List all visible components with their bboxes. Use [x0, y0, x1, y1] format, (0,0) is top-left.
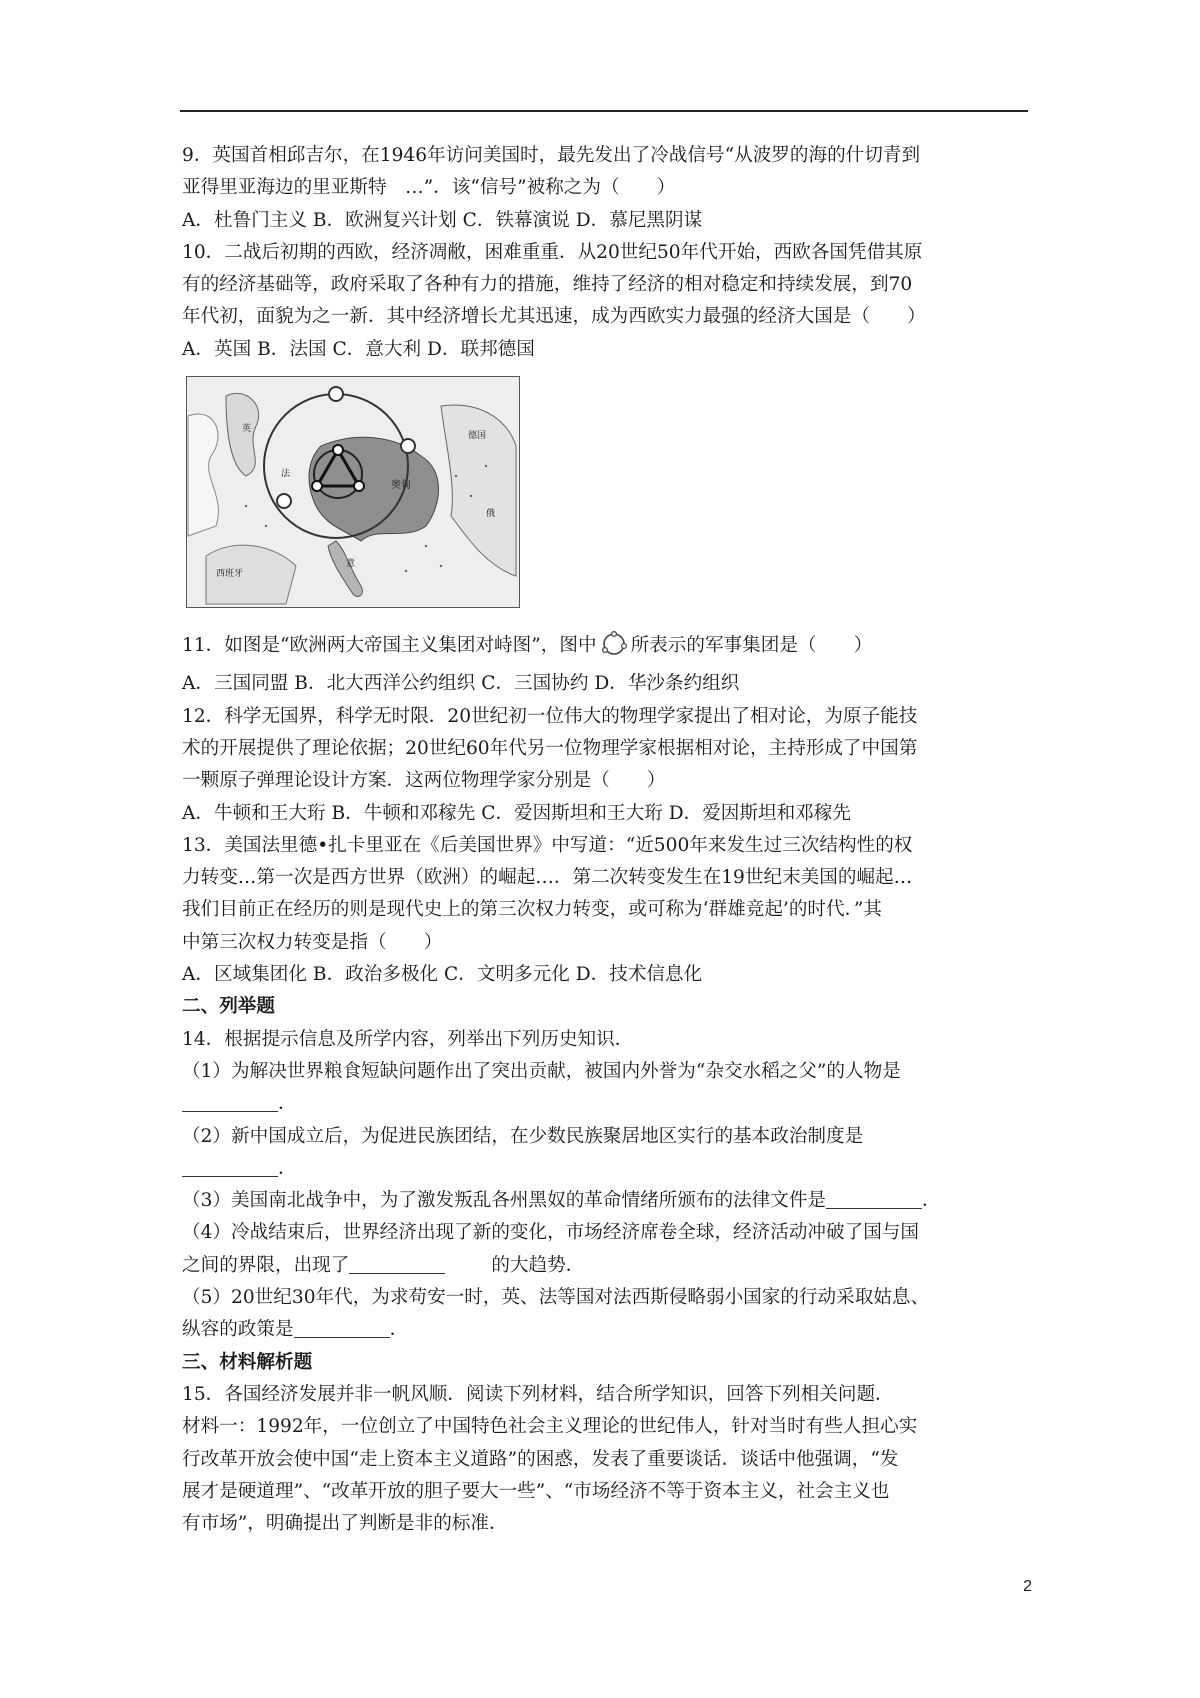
answer-blank-5[interactable] [294, 1315, 390, 1338]
q14-part3 [182, 1185, 1028, 1217]
q11-stem-before: 11．如图是“欧洲两大帝国主义集团对峙图”，图中 [182, 635, 597, 657]
q15-material1-line2: 行改革开放会使中国“走上资本主义道路”的困惑，发表了重要谈话．谈话中他强调，“发 [182, 1448, 899, 1470]
map-label-fr: 法 [281, 469, 291, 480]
section-3-heading: 三、材料解析题 [182, 1351, 313, 1373]
q14-part3-text: （3）美国南北战争中，为了激发叛乱各州黑奴的革命情绪所颁布的法律文件是 [182, 1190, 827, 1212]
answer-blank-1[interactable] [182, 1089, 278, 1112]
page-number: 2 [1023, 1578, 1032, 1595]
q14-part5-after: ． [389, 1319, 409, 1341]
q14-part2-line2 [182, 1153, 1028, 1185]
q9-stem-line2: 亚得里亚海边的里亚斯特 …”．该“信号”被称之为（ ） [182, 177, 676, 199]
question-15 [182, 1379, 1028, 1540]
q14-part4-line2 [182, 1250, 1028, 1282]
answer-blank-4[interactable] [349, 1251, 445, 1274]
q12-stem-line2: 术的开展提供了理论依据；20世纪60年代另一位物理学家根据相对论，主持形成了中国第 [182, 737, 918, 759]
q15-material1-line3: 展才是硬道理”、“改革开放的胆子要大一些”、“市场经济不等于资本主义，社会主义也 [182, 1480, 890, 1502]
q10-stem-line1: 10．二战后初期的西欧，经济凋敝，困难重重．从20世纪50年代开始，西欧各国凭借其原 [182, 241, 923, 263]
q14-part5-line2 [182, 1314, 1028, 1346]
q14-part4-line1: （4）冷战结束后，世界经济出现了新的变化，市场经济席卷全球，经济活动冲破了国与国 [182, 1222, 919, 1244]
q15-material1-line4: 有市场”，明确提出了判断是非的标准． [182, 1513, 508, 1535]
q14-part4-after: 的大趋势． [491, 1254, 585, 1276]
q10-stem-line3: 年代初，面貌为之一新．其中经济增长尤其迅速，成为西欧实力最强的经济大国是（ ） [182, 306, 926, 328]
europe-alliance-map [186, 376, 520, 608]
q12-stem-line1: 12．科学无国界，科学无时限．20世纪初一位伟大的物理学家提出了相对论，为原子能技 [182, 705, 918, 727]
q10-stem-line2: 有的经济基础等，政府采取了各种有力的措施，维持了经济的相对稳定和持续发展，到70 [182, 274, 913, 296]
q14-part1-line1: （1）为解决世界粮食短缺问题作出了突出贡献，被国内外誉为“杂交水稻之父”的人物是 [182, 1060, 901, 1082]
map-image [186, 376, 520, 608]
q14-part1-end: ． [278, 1093, 297, 1115]
q14-part2-end: ． [278, 1157, 297, 1179]
q14-part5-line1: （5）20世纪30年代，为求苟安一时，英、法等国对法西斯侵略弱小国家的行动采取姑息、 [182, 1287, 930, 1309]
q9-options: A．杜鲁门主义 B．欧洲复兴计划 C．铁幕演说 D．慕尼黑阴谋 [182, 209, 703, 231]
q14-part5-before: 纵容的政策是 [182, 1319, 294, 1341]
map-label-xibanya: 西班牙 [216, 569, 244, 580]
header-rule [180, 110, 1028, 112]
q9-stem-line1: 9．英国首相邱吉尔，在1946年访问美国时，最先发出了冷战信号“从波罗的海的什切青到 [182, 145, 921, 166]
map-label-ao: 奥匈 [391, 480, 411, 492]
map-label-en: 英 [242, 424, 252, 435]
q13-stem-line2: 力转变…第一次是西方世界（欧洲）的崛起…．第二次转变发生在19世纪末美国的崛起… [182, 867, 913, 889]
q14-part2-line1: （2）新中国成立后，为促进民族团结，在少数民族聚居地区实行的基本政治制度是 [182, 1125, 864, 1147]
question-10 [182, 237, 1028, 366]
map-label-de: 德国 [468, 431, 487, 442]
q14-stem: 14．根据提示信息及所学内容，列举出下列历史知识． [182, 1028, 634, 1050]
answer-blank-3[interactable] [826, 1186, 922, 1209]
q11-options: A．三国同盟 B．北大西洋公约组织 C．三国协约 D．华沙条约组织 [182, 673, 740, 695]
q10-options: A．英国 B．法国 C．意大利 D．联邦德国 [182, 338, 535, 360]
alliance-circle-icon [599, 631, 629, 668]
q11-stem-after: 所表示的军事集团是（ ） [630, 635, 873, 657]
q14-part4-before: 之间的界限，出现了 [182, 1254, 350, 1276]
map-label-ru: 俄 [486, 509, 496, 520]
q12-options: A．牛顿和王大珩 B．牛顿和邓稼先 C．爱因斯坦和王大珩 D．爱因斯坦和邓稼先 [182, 802, 851, 824]
q15-material1-line1: 材料一：1992年，一位创立了中国特色社会主义理论的世纪伟人，针对当时有些人担心实 [182, 1416, 918, 1438]
answer-blank-2[interactable] [182, 1154, 278, 1177]
q13-options: A．区域集团化 B．政治多极化 C．文明多元化 D．技术信息化 [182, 964, 703, 986]
document-body [182, 140, 1028, 1540]
question-13 [182, 830, 1028, 991]
q13-stem-line1: 13．美国法里德•扎卡里亚在《后美国世界》中写道：“近500年来发生过三次结构性的权 [182, 834, 913, 856]
q11-stem [182, 630, 1028, 668]
question-14 [182, 1024, 1028, 1347]
question-9 [182, 140, 1028, 237]
q13-stem-line4: 中第三次权力转变是指（ ） [182, 931, 443, 953]
question-11 [182, 630, 1028, 701]
q15-stem: 15．各国经济发展并非一帆风顺．阅读下列材料，结合所学知识，回答下列相关问题． [182, 1383, 894, 1405]
q14-part1-line2 [182, 1088, 1028, 1120]
q13-stem-line3: 我们目前正在经历的则是现代史上的第三次权力转变，或可称为‘群雄竞起’的时代．”其 [182, 899, 882, 921]
q12-stem-line3: 一颗原子弹理论设计方案．这两位物理学家分别是（ ） [182, 770, 666, 792]
q14-part3-end: ． [922, 1190, 941, 1212]
question-12 [182, 701, 1028, 830]
map-label-yi: 意 [346, 559, 356, 570]
section-2-heading: 二、列举题 [182, 996, 275, 1018]
